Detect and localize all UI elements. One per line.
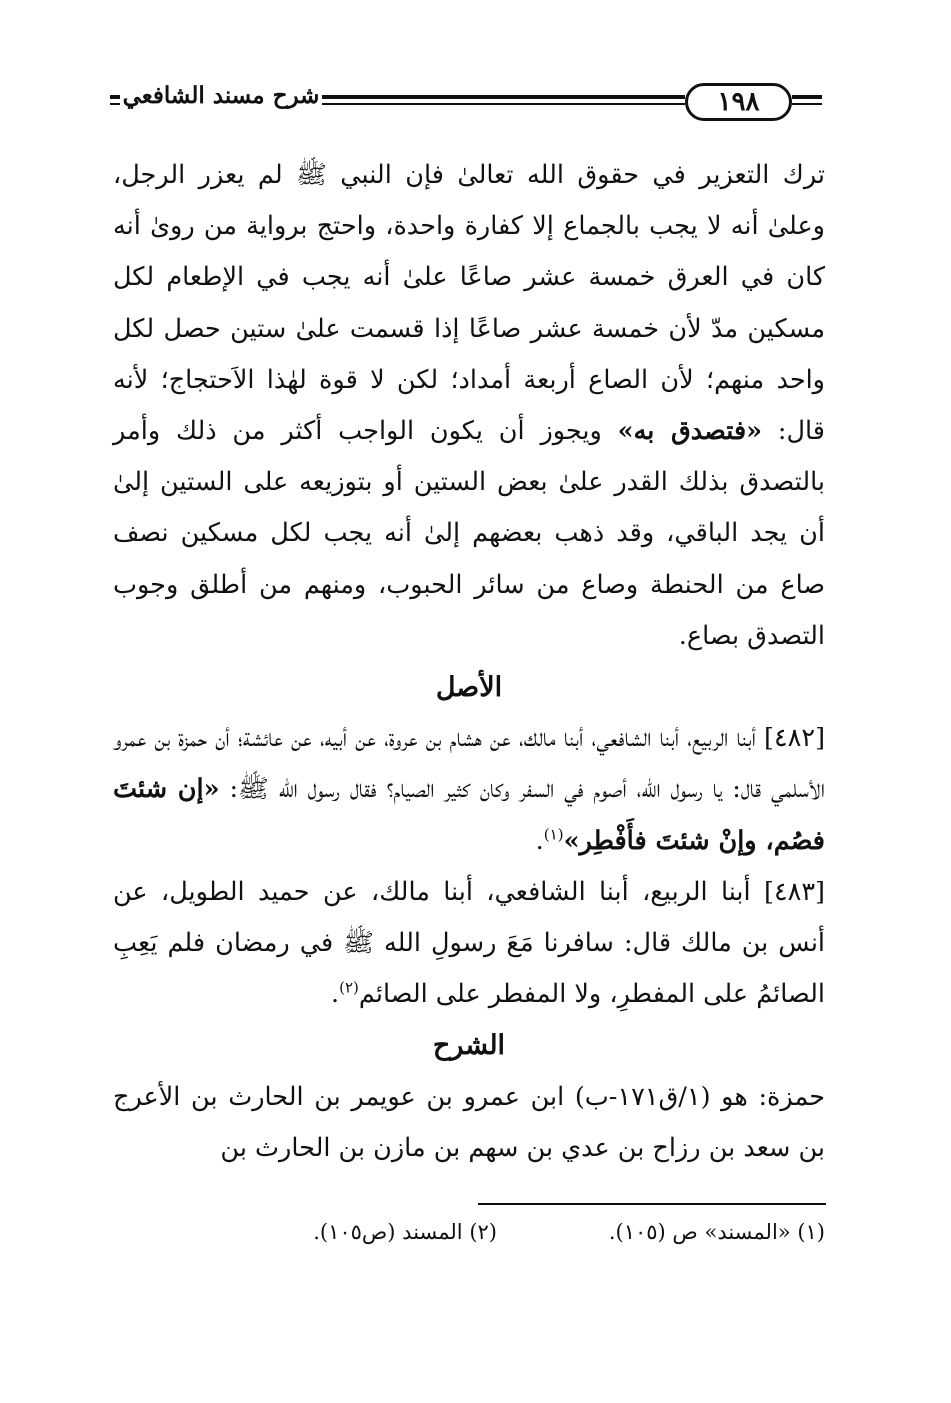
footnotes	[113, 1212, 825, 1252]
main-text	[113, 150, 825, 1174]
header-rule-left	[110, 95, 120, 105]
footnote-divider	[478, 1203, 826, 1205]
paragraph-text: ترك التعزير في حقوق الله تعالىٰ فإن النبي ﷺ لم يعزر الرجل، وعلىٰ أنه لا يجب بالجماع إلا كفارة واحدة، واحتج برواية من روىٰ أنه كان في العرق خمسة عشر صاعًا علىٰ أنه يجب في الإطعام لكل مسكين مدّ لأن خمسة عشر صاعًا إذا قسمت علىٰ ستين حصل لكل واحد منهم؛ لأن الصاع أربعة أمداد؛ لكن لا قوة لهٰذا الاَحتجاج؛ لأنه قال:	[113, 160, 825, 447]
section-title-asl: الأصل	[435, 672, 503, 704]
hadith-482	[113, 713, 825, 867]
quote-tasaddaq: «فتصدق به»	[617, 416, 763, 447]
page-header	[110, 80, 822, 130]
paragraph-commentary	[113, 150, 825, 662]
hadith-482-end: .	[535, 825, 544, 856]
footnote-marker-1[interactable]: (١)	[543, 825, 564, 844]
hadith-483-end: .	[330, 979, 340, 1010]
hadith-483-text: [٤٨٣] أبنا الربيع، أبنا الشافعي، أبنا مالك، عن حميد الطويل، عن أنس بن مالك قال: سافرنا مَعَ رسولِ الله ﷺ في رمضان فلم يَعِبِ الصائمُ على المفطرِ، ولا المفطر على الصائم	[113, 876, 825, 1010]
page-number-badge: ١٩٨	[685, 83, 792, 121]
hadith-483	[113, 867, 825, 1021]
section-title-sharh: الشرح	[432, 1030, 506, 1062]
footnote-1: (١) «المسند» ص (١٠٥).	[608, 1220, 825, 1244]
header-rule-middle	[322, 95, 685, 105]
running-title: شرح مسند الشافعي	[122, 82, 320, 109]
header-rule-right	[792, 95, 822, 105]
paragraph-text-continued: ويجوز أن يكون الواجب أكثر من ذلك وأمر بالتصدق بذلك القدر علىٰ بعض الستين أو بتوزيعه على الستين إلىٰ أن يجد الباقي، وقد ذهب بعضهم إلىٰ أنه يجب لكل مسكين نصف صاع من الحنطة وصاع من سائر الحبوب، ومنهم من أطلق وجوب التصدق بصاع.	[113, 416, 825, 651]
paragraph-sharh: حمزة: هو (١/ق١٧١-ب) ابن عمرو بن عويمر بن الحارث بن الأعرج بن سعد بن رزاح بن عدي بن سهم بن مازن بن الحارث بن	[113, 1081, 825, 1163]
hadith-482-text: [٤٨٢] أبنا الربيع، أبنا الشافعي، أبنا مالك، عن هشام بن عروة، عن أبيه، عن عائشة؛ أن حمزة بن عمرو الأسلمي قال: يا رسول الله، أصوم في السفر وكان كثير الصيام؟ فقال رسول الله ﷺ:	[113, 723, 826, 805]
hadith-482-quote: «إن شئتَ فصُم، وإنْ شئتَ فأَفْطِر»	[113, 774, 825, 856]
footnote-marker-2[interactable]: (٢)	[339, 978, 359, 997]
footnote-2: (٢) المسند (ص١٠٥).	[313, 1220, 497, 1244]
